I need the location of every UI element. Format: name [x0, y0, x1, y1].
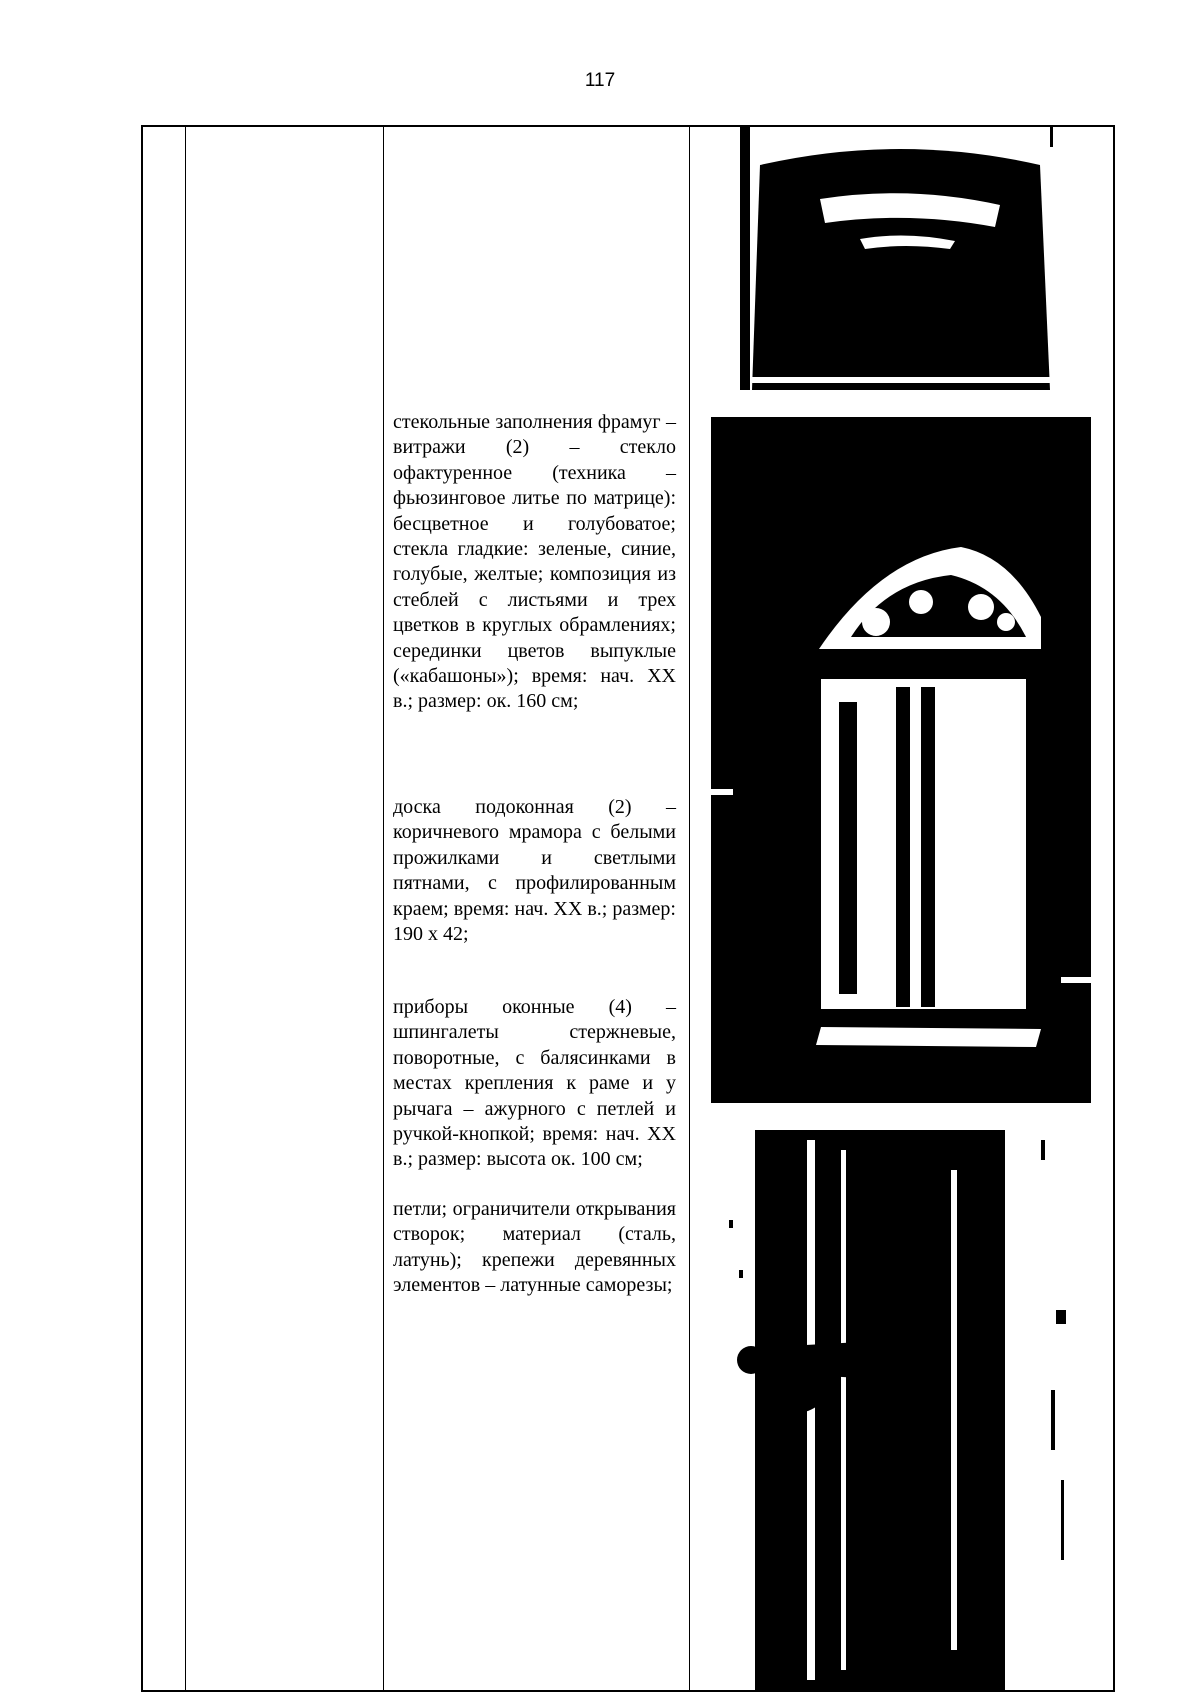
- sill-description: доска подоконная (2) – коричневого мрамора с белыми прожилками и светлыми пятнами, с профилированным краем; время: нач. XX в.; размер: 190 х 42;: [393, 796, 676, 946]
- devices-description: приборы оконные (4) – шпингалеты стержневые, поворотные, с балясинками в местах крепления к раме и у рычага – ажурного с петлей и ручкой-кнопкой; время: нач. XX в.; размер: высота ок. 100 см;: [393, 996, 676, 1171]
- window-latch-photo: [711, 1130, 1091, 1690]
- stained-glass-window-photo: [711, 417, 1091, 1103]
- page-number: 117: [584, 70, 616, 91]
- glass-description: стекольные заполнения фрамуг – витражи (2) – стекло офактуренное (техника – фьюзинговое литье по матрице): бесцветное и голубоватое; стекла гладкие: зеленые, синие, голубые, желтые; композиция из стеблей с листьями и трех цветков в круглых обрамлениях; серединки цветов выпуклые («кабашоны»); время: нач. XX в.; размер: ок. 160 см;: [393, 411, 676, 713]
- column-divider: [185, 127, 186, 1690]
- column-divider: [383, 127, 384, 1690]
- hinges-description: петли; ограничители открывания створок; материал (сталь, латунь); крепежи деревянных элементов – латунные саморезы;: [393, 1198, 676, 1297]
- inventory-table: [141, 125, 1115, 1692]
- transom-window-photo: [740, 127, 1060, 390]
- column-divider: [689, 127, 690, 1690]
